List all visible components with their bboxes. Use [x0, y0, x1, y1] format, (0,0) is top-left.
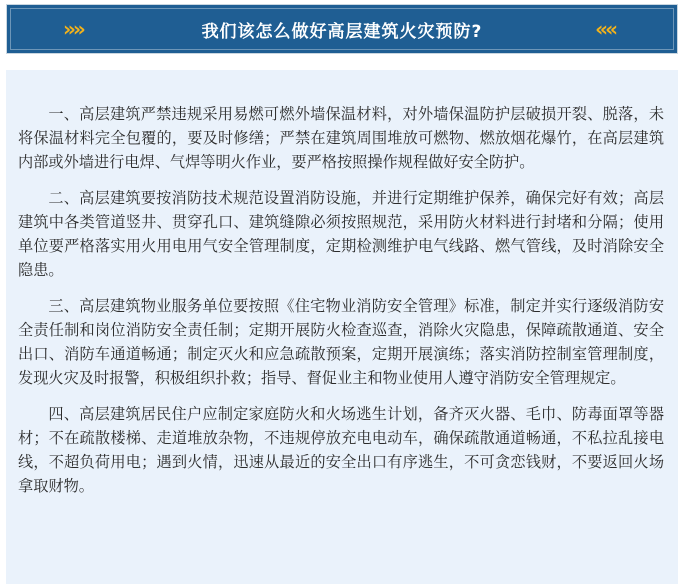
- page-title: 我们该怎么做好高层建筑火灾预防?: [201, 21, 483, 42]
- paragraph-4: 四、高层建筑居民住户应制定家庭防火和火场逃生计划，备齐灭火器、毛巾、防毒面罩等器材；不在疏散楼梯、走道堆放杂物，不违规停放充电电动车，确保疏散通道畅通，不私拉乱接电线，不超负荷用电；遇到火情，迅速从最近的安全出口有序逃生，不可贪恋钱财，不要返回火场拿取财物。: [18, 405, 664, 495]
- double-chevron-left-icon: ««: [595, 17, 615, 41]
- paragraph-3: 三、高层建筑物业服务单位要按照《住宅物业消防安全管理》标准，制定并实行逐级消防安全责任制和岗位消防安全责任制；定期开展防火检查巡查，消除火灾隐患，保障疏散通道、安全出口、消防车通道畅通；制定灭火和应急疏散预案，定期开展演练；落实消防控制室管理制度，发现火灾及时报警，积极组织扑救；指导、督促业主和物业使用人遵守消防安全管理规定。: [18, 297, 664, 387]
- title-banner: [6, 4, 678, 54]
- double-chevron-right-icon: »»: [63, 17, 83, 41]
- paragraph-2: 二、高层建筑要按消防技术规范设置消防设施，并进行定期维护保养，确保完好有效；高层建筑中各类管道竖井、贯穿孔口、建筑缝隙必须按照规范，采用防火材料进行封堵和分隔；使用单位要严格落实用火用电用气安全管理制度，定期检测维护电气线路、燃气管线，及时消除安全隐患。: [18, 189, 664, 279]
- content-panel: [6, 70, 678, 584]
- paragraph-1: 一、高层建筑严禁违规采用易燃可燃外墙保温材料，对外墙保温防护层破损开裂、脱落，未将保温材料完全包覆的，要及时修缮；严禁在建筑周围堆放可燃物、燃放烟花爆竹，在高层建筑内部或外墙进行电焊、气焊等明火作业，要严格按照操作规程做好安全防护。: [18, 105, 664, 171]
